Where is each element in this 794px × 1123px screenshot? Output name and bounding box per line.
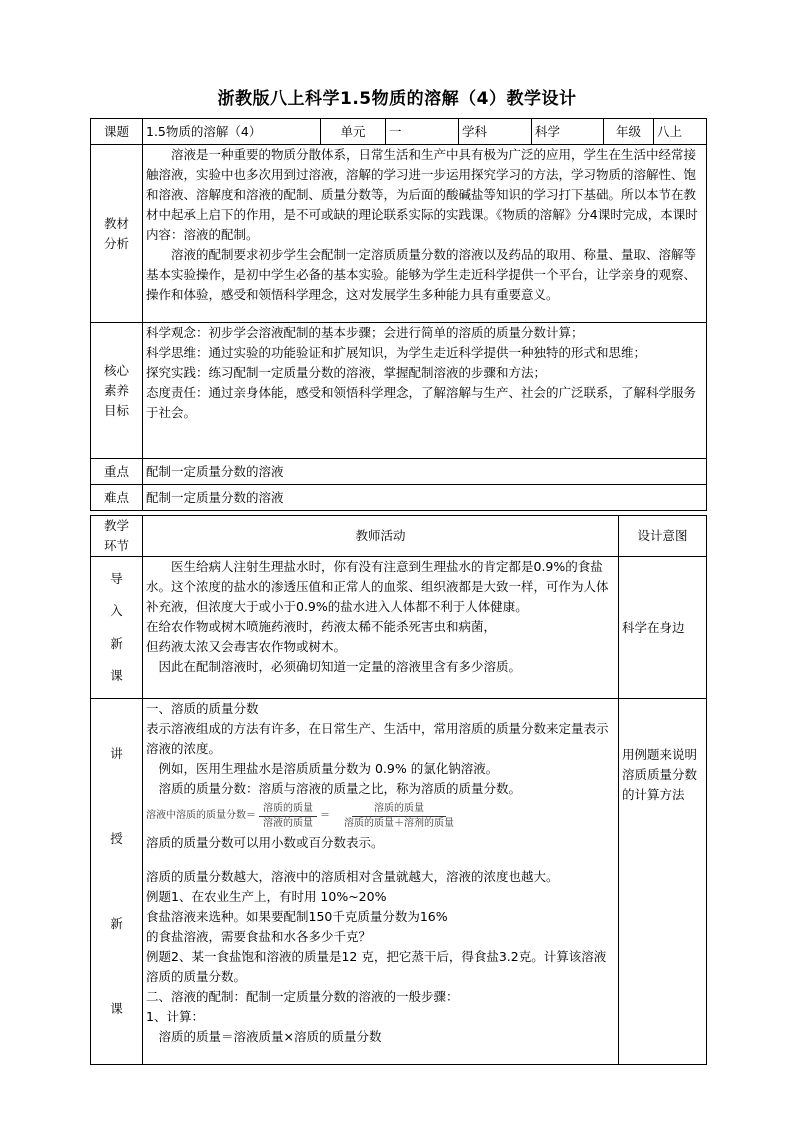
info-table xyxy=(90,118,707,511)
core-line-1: 科学观念：初步学会溶液配制的基本步骤；会进行简单的溶质的质量分数计算； xyxy=(146,325,584,340)
page-title: 浙教版八上科学1.5物质的溶解（4）教学设计 xyxy=(217,89,577,109)
teacher-activity-header: 教师活动 xyxy=(143,516,619,557)
analysis-para-1: 溶液是一种重要的物质分散体系，日常生活和生产中具有极为广泛的应用，学生在生活中经常接触溶液，实验中也多次用到过溶液，溶解的学习进一步运用探究学习的方法，学习物质的溶解性、饱和溶液、溶解度和溶液的配制、质量分数等，为后面的酸碱盐等知识的学习打下基础。所以本节在教材中起承上启下的作用，是不可或缺的理论联系实际的实践课。《物质的溶解》分4课时完成，本课时内容：溶液的配制。 xyxy=(146,147,698,242)
intro-para-3: 但药液太浓又会毒害农作物或树木。 xyxy=(146,639,347,654)
lecture-line-5: 溶质的质量分数可以用小数或百分数表示。 xyxy=(146,835,384,850)
lecture-line-3: 例如，医用生理盐水是溶质质量分数为 0.9% 的氯化钠溶液。 xyxy=(158,761,499,776)
design-intent-header: 设计意图 xyxy=(619,516,707,557)
lecture-stage: 讲 授 新 课 xyxy=(91,699,143,1065)
grade-value: 八上 xyxy=(654,119,707,145)
analysis-content xyxy=(143,145,707,323)
stage-header: 教学 环节 xyxy=(91,516,143,557)
lecture-intent: 用例题来说明溶质质量分数的计算方法 xyxy=(619,699,707,1065)
step-1-formula: 溶质的质量＝溶液质量×溶质的质量分数 xyxy=(158,1029,382,1044)
core-content xyxy=(143,323,707,459)
analysis-label: 教材 分析 xyxy=(91,145,143,323)
intro-stage: 导 入 新 课 xyxy=(91,557,143,699)
key-point-label: 重点 xyxy=(91,459,143,485)
example-1-line-3: 的食盐溶液，需要食盐和水各多少千克？ xyxy=(146,929,372,944)
lecture-line-2: 表示溶液组成的方法有许多，在日常生产、生活中，常用溶质的质量分数来定量表示溶液的浓度。 xyxy=(146,721,609,756)
unit-label: 单元 xyxy=(321,119,386,145)
intro-para-2: 在给农作物或树木喷施药液时，药液太稀不能杀死害虫和病菌， xyxy=(146,619,497,634)
step-1: 1、计算： xyxy=(146,1009,204,1024)
core-label: 核心 素养 目标 xyxy=(91,323,143,459)
difficult-point-label: 难点 xyxy=(91,485,143,511)
example-1-line-2: 食盐溶液来选种。如果要配制150千克质量分数为16% xyxy=(146,909,448,924)
course-value: 1.5物质的溶解（4） xyxy=(143,119,321,145)
subject-value: 科学 xyxy=(532,119,604,145)
lecture-heading-2: 二、溶液的配制：配制一定质量分数的溶液的一般步骤： xyxy=(146,989,459,1004)
mass-fraction-formula: 溶液中溶质的质量分数＝ $\frac{\text{溶质的质量}}{\text{溶液的质量}}$ ＝ $\frac{\text{溶质的质量}}{\text{溶质的质量＋溶剂的质量}}$ xyxy=(146,802,454,829)
intro-intent: 科学在身边 xyxy=(619,557,707,699)
lecture-line-4: 溶质的质量分数：溶质与溶液的质量之比，称为溶质的质量分数。 xyxy=(158,781,522,796)
course-label: 课题 xyxy=(91,119,143,145)
intro-para-1: 医生给病人注射生理盐水时，你有没有注意到生理盐水的肯定都是0.9%的食盐水。这个浓度的盐水的渗透压值和正常人的血浆、组织液都是大致一样，可作为人体补充液，但浓度大于或小于0.9%的盐水进入人体都不利于人体健康。 xyxy=(146,559,609,614)
lecture-content xyxy=(143,699,619,1065)
difficult-point-value: 配制一定质量分数的溶液 xyxy=(143,485,707,511)
subject-label: 学科 xyxy=(459,119,532,145)
core-line-2: 科学思维：通过实验的功能验证和扩展知识，为学生走近科学提供一种独特的形式和思维； xyxy=(146,345,647,360)
intro-content xyxy=(143,557,619,699)
activity-table xyxy=(90,515,707,1065)
example-1-line-1: 例题1、在农业生产上，有时用 10%~20% xyxy=(146,889,387,904)
intro-para-4: 因此在配制溶液时，必须确切知道一定量的溶液里含有多少溶质。 xyxy=(158,659,522,674)
example-2: 例题2、某一食盐饱和溶液的质量是12 克，把它蒸干后，得食盐3.2克。计算该溶液溶质的质量分数。 xyxy=(146,949,607,984)
grade-label: 年级 xyxy=(604,119,654,145)
analysis-para-2: 溶液的配制要求初步学生会配制一定溶质质量分数的溶液以及药品的取用、称量、量取、溶解等基本实验操作，是初中学生必备的基本实验。能够为学生走近科学提供一个平台，让学亲身的观察、操作和体验，感受和领悟科学理念，这对发展学生多种能力具有重要意义。 xyxy=(146,247,697,302)
key-point-value: 配制一定质量分数的溶液 xyxy=(143,459,707,485)
lecture-line-6: 溶质的质量分数越大，溶液中的溶质相对含量就越大，溶液的浓度也越大。 xyxy=(146,869,559,884)
lecture-heading-1: 一、溶质的质量分数 xyxy=(146,701,259,716)
core-line-3: 探究实践：练习配制一定质量分数的溶液，掌握配制溶液的步骤和方法； xyxy=(146,365,547,380)
unit-value: 一 xyxy=(386,119,459,145)
core-line-4: 态度责任：通过亲身体能，感受和领悟科学理念，了解溶解与生产、社会的广泛联系，了解科学服务于社会。 xyxy=(146,385,697,420)
